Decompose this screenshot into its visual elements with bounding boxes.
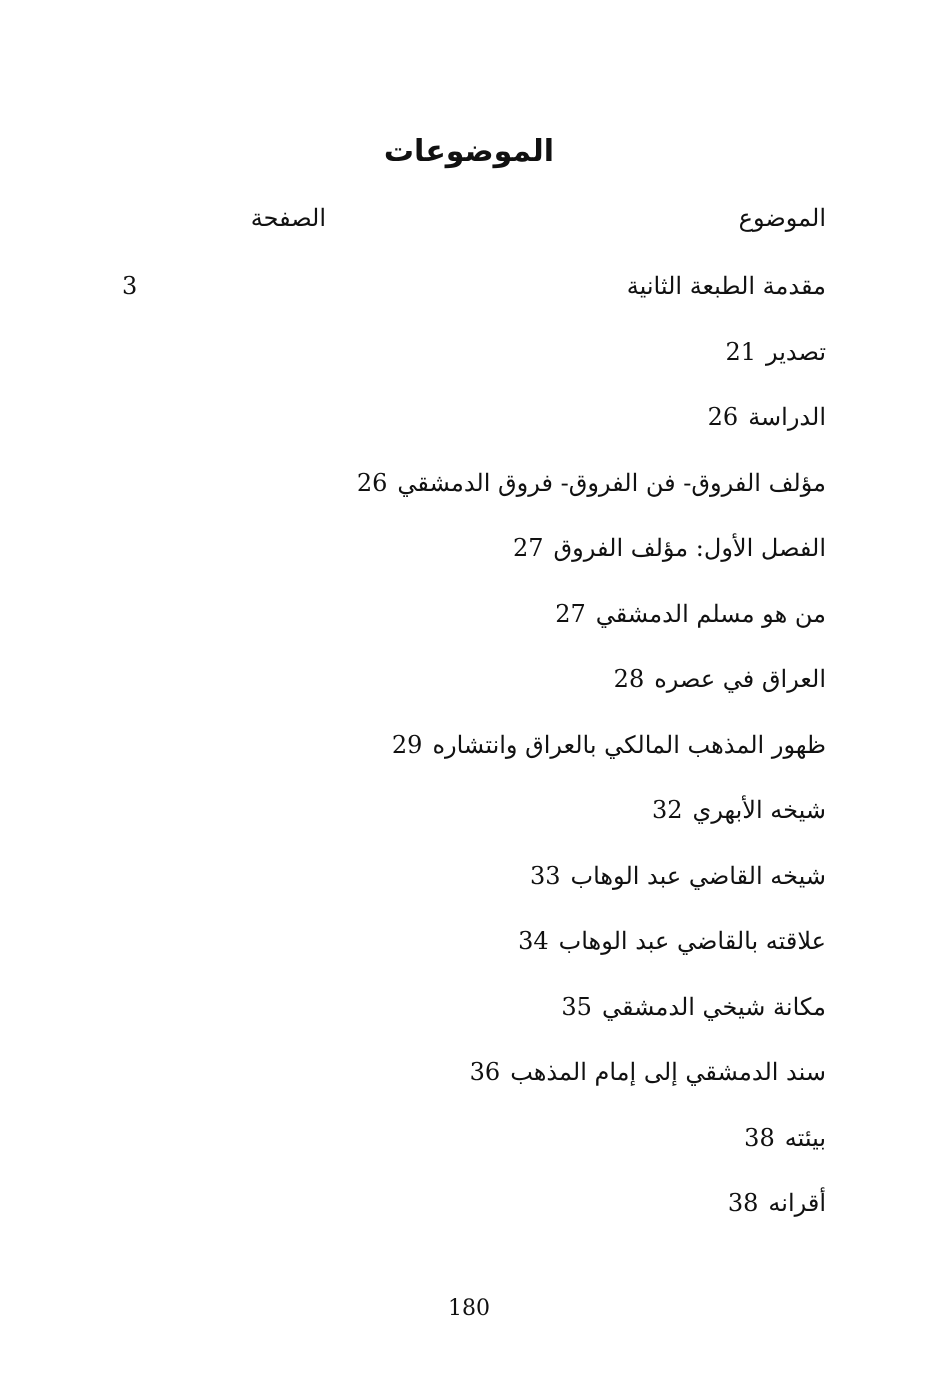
entry-page-number: 26: [356, 468, 388, 497]
entry-title: مؤلف الفروق- فن الفروق- فروق الدمشقي: [397, 468, 826, 497]
entry-page-number: 21: [725, 337, 756, 366]
contents-entry: [126, 985, 826, 1051]
entry-title: سند الدمشقي إلى إمام المذهب: [510, 1058, 826, 1086]
column-header-topic: الموضوع: [738, 204, 826, 232]
contents-entry: [126, 1181, 826, 1247]
entry-title: مقدمة الطبعة الثانية: [626, 272, 826, 300]
contents-entry: [126, 461, 826, 527]
entry-page-number: 38: [727, 1189, 759, 1217]
contents-list: [122, 264, 826, 1247]
entry-page-number: 35: [561, 992, 592, 1021]
contents-entry: [126, 1050, 826, 1116]
page-title: الموضوعات: [383, 134, 555, 169]
entry-page-number: 26: [707, 403, 739, 431]
contents-entry: [126, 1116, 826, 1182]
entry-title: ظهور المذهب المالكي بالعراق وانتشاره: [432, 730, 826, 759]
contents-entry: [122, 264, 826, 330]
entry-title: العراق في عصره: [654, 665, 826, 693]
entry-title: شيخه القاضي عبد الوهاب: [570, 861, 826, 890]
column-header-page: الصفحة: [250, 204, 326, 232]
entry-page-number: 29: [391, 730, 423, 759]
entry-page-number: 32: [651, 796, 683, 824]
entry-page-number: 27: [513, 534, 544, 562]
contents-entry: [126, 788, 826, 854]
entry-title: شيخه الأبهري: [692, 796, 826, 824]
entry-title: بيئته: [784, 1123, 826, 1152]
contents-entry: [126, 854, 826, 920]
entry-title: الدراسة: [748, 403, 826, 431]
contents-entry: [126, 919, 826, 985]
contents-entry: [126, 395, 826, 461]
entry-page-number: 3: [122, 272, 138, 300]
contents-entry: [126, 657, 826, 723]
entry-page-number: 36: [469, 1058, 501, 1086]
entry-page-number: 34: [518, 927, 549, 955]
entry-title: تصدير: [765, 337, 826, 366]
entry-page-number: 27: [555, 599, 586, 628]
contents-entry: [126, 330, 826, 396]
entry-title: مكانة شيخي الدمشقي: [601, 992, 826, 1021]
entry-title: الفصل الأول: مؤلف الفروق: [553, 534, 826, 562]
entry-page-number: 33: [529, 861, 561, 890]
entry-page-number: 38: [744, 1123, 775, 1152]
contents-entry: [126, 526, 826, 592]
entry-title: أقرانه: [768, 1189, 826, 1217]
entry-page-number: 28: [613, 665, 645, 693]
entry-title: علاقته بالقاضي عبد الوهاب: [558, 927, 826, 955]
page-number-footer: 180: [448, 1296, 490, 1321]
contents-entry: [126, 723, 826, 789]
contents-entry: [126, 592, 826, 658]
entry-title: من هو مسلم الدمشقي: [595, 599, 826, 628]
